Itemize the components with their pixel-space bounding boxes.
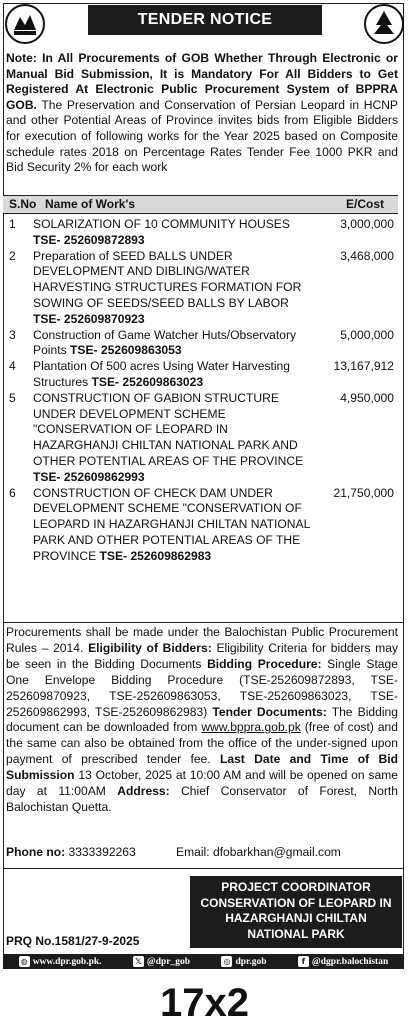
row-sno: 6: [9, 485, 16, 500]
row-work: Construction of Game Watcher Huts/Observatory Points: [33, 327, 297, 358]
table-bottom-divider: [3, 622, 404, 623]
website-link[interactable]: www.dpr.gob.pk.: [32, 956, 102, 967]
twitter-icon: 𝕏: [133, 956, 144, 967]
intro-paragraph: [6, 51, 398, 176]
header-sno: S.No: [9, 197, 37, 211]
table-row: [3, 486, 398, 565]
row-cost: 4,950,000: [340, 390, 394, 405]
instagram-handle[interactable]: dpr.gob: [235, 956, 267, 967]
row-tse: TSE- 252609863053: [69, 343, 182, 358]
terms-paragraph: [6, 625, 398, 816]
row-tse: TSE- 252609870923: [33, 311, 145, 326]
row-work: Plantation Of 500 acres Using Water Harvesting Structures: [33, 359, 290, 389]
coordinator-line-3: HAZARGHANJI CHILTAN: [225, 911, 367, 925]
table-row: [3, 249, 398, 328]
procedure-label: Bidding Procedure:: [207, 656, 322, 671]
bppra-link[interactable]: www.bppra.gob.pk: [201, 720, 301, 735]
eligibility-label: Eligibility of Bidders:: [88, 640, 212, 655]
globe-icon: ◍: [19, 956, 30, 967]
row-tse: TSE- 252609862983: [99, 548, 212, 563]
page-title: TENDER NOTICE: [88, 5, 322, 35]
project-coordinator-box: [190, 876, 402, 948]
intro-body: The Preservation and Conservation of Persian Leopard in HCNP and other Potential Areas of Province invites bids from Eligible Bidders for execution of following works for the Year 2025 based on Composite schedule rates 2018 on Percentage Rates Tender Fee 1000 PKR and Bid Security 2% for each work: [6, 97, 398, 175]
table-row: [3, 359, 398, 391]
procedure-text: Single Stage One Envelope Bidding Procedure (TSE-252609872893, TSE- 252609870923, TSE-252609863053, TSE-252609863023, TSE-252609862993, TSE-252609862983): [6, 656, 398, 719]
phone-label: Phone no:: [6, 845, 66, 859]
email-label: Email:: [176, 845, 213, 859]
row-work: SOLARIZATION OF 10 COMMUNITY HOUSES: [33, 217, 290, 231]
rules-text: Procurements shall be made under the Balochistan Public Procurement Rules – 2014.: [6, 625, 398, 655]
balochistan-emblem-logo: [4, 3, 46, 45]
table-header: [3, 195, 398, 214]
coordinator-line-1: PROJECT COORDINATOR: [221, 880, 371, 894]
contact-line: [6, 845, 341, 859]
row-sno: 5: [9, 390, 16, 405]
ad-size-label: 17x2: [160, 981, 249, 1025]
prq-number: PRQ No.1581/27-9-2025: [6, 934, 140, 948]
footer-divider: [3, 868, 404, 869]
phone-number: 3333392263: [65, 845, 136, 859]
deadline-text: 13 October, 2025 at 10:00 AM and will be opened on same day at 11:00AM: [6, 768, 398, 799]
row-sno: 2: [9, 248, 16, 263]
table-row: [3, 391, 398, 486]
row-sno: 1: [9, 217, 16, 231]
address-label: Address:: [117, 784, 170, 799]
row-cost: 5,000,000: [340, 327, 394, 342]
social-bar: [3, 954, 404, 969]
documents-text-2: (free of cost) and the same can also be obtained from the office of the under-signed upon payment of prescribed tender fee.: [6, 720, 399, 767]
intro-note: Note: In All Procurements of GOB Whether Through Electronic or Manual Bid Submission, It is Mandatory For All Bidders to Get Registered At Electronic Public Procurement System of BPPRA GOB.: [6, 51, 398, 112]
row-cost: 21,750,000: [333, 485, 394, 500]
row-cost: 3,468,000: [340, 248, 394, 263]
facebook-handle[interactable]: @dgpr.balochistan: [311, 956, 389, 967]
facebook-icon: f: [298, 956, 309, 967]
instagram-icon: ◎: [221, 956, 232, 967]
row-cost: 13,167,912: [333, 359, 394, 374]
eligibility-text: Eligibility Criteria for bidders may be seen in the Bidding Documents: [6, 640, 398, 671]
twitter-handle[interactable]: @dpr_gob: [146, 956, 191, 967]
row-sno: 4: [9, 359, 16, 374]
row-tse: TSE- 252609863023: [91, 374, 204, 389]
row-sno: 3: [9, 327, 16, 342]
header-cost: E/Cost: [345, 197, 384, 211]
forest-department-logo: [363, 3, 405, 45]
documents-text: The Bidding document can be downloaded from: [6, 704, 398, 735]
documents-label: Tender Documents:: [212, 704, 327, 719]
row-work: CONSTRUCTION OF GABION STRUCTURE UNDER DEVELOPMENT SCHEME "CONSERVATION OF LEOPARD IN HAZARGHANJI CHILTAN NATIONAL PARK AND OTHER POTENTIAL AREAS OF THE PROVINCE: [33, 390, 304, 468]
row-cost: 3,000,000: [340, 217, 394, 231]
table-row: [3, 328, 398, 360]
row-work: Preparation of SEED BALLS UNDER DEVELOPMENT AND DIBLING/WATER HARVESTING STRUCTURES FORMATION FOR SOWING OF SEEDS/SEED BALLS BY LABOR: [33, 248, 302, 310]
row-tse: TSE- 252609862993: [33, 469, 145, 484]
row-tse: TSE- 252609872893: [33, 232, 145, 247]
row-work: CONSTRUCTION OF CHECK DAM UNDER DEVELOPMENT SCHEME "CONSERVATION OF LEOPARD IN HAZARGHANJI CHILTAN NATIONAL PARK AND OTHER POTENTIAL AREAS OF THE PROVINCE: [33, 485, 310, 563]
coordinator-line-4: NATIONAL PARK: [247, 926, 345, 941]
email-address[interactable]: dfobarkhan@gmail.com: [212, 845, 341, 859]
header-name: Name of Work's: [45, 197, 135, 211]
works-table: [3, 195, 398, 565]
table-row: [3, 217, 398, 249]
coordinator-line-2: CONSERVATION OF LEOPARD IN: [200, 895, 392, 910]
deadline-label: Last Date and Time of Bid Submission: [6, 752, 398, 783]
address-text: Chief Conservator of Forest, North Balochistan Quetta.: [6, 784, 398, 814]
